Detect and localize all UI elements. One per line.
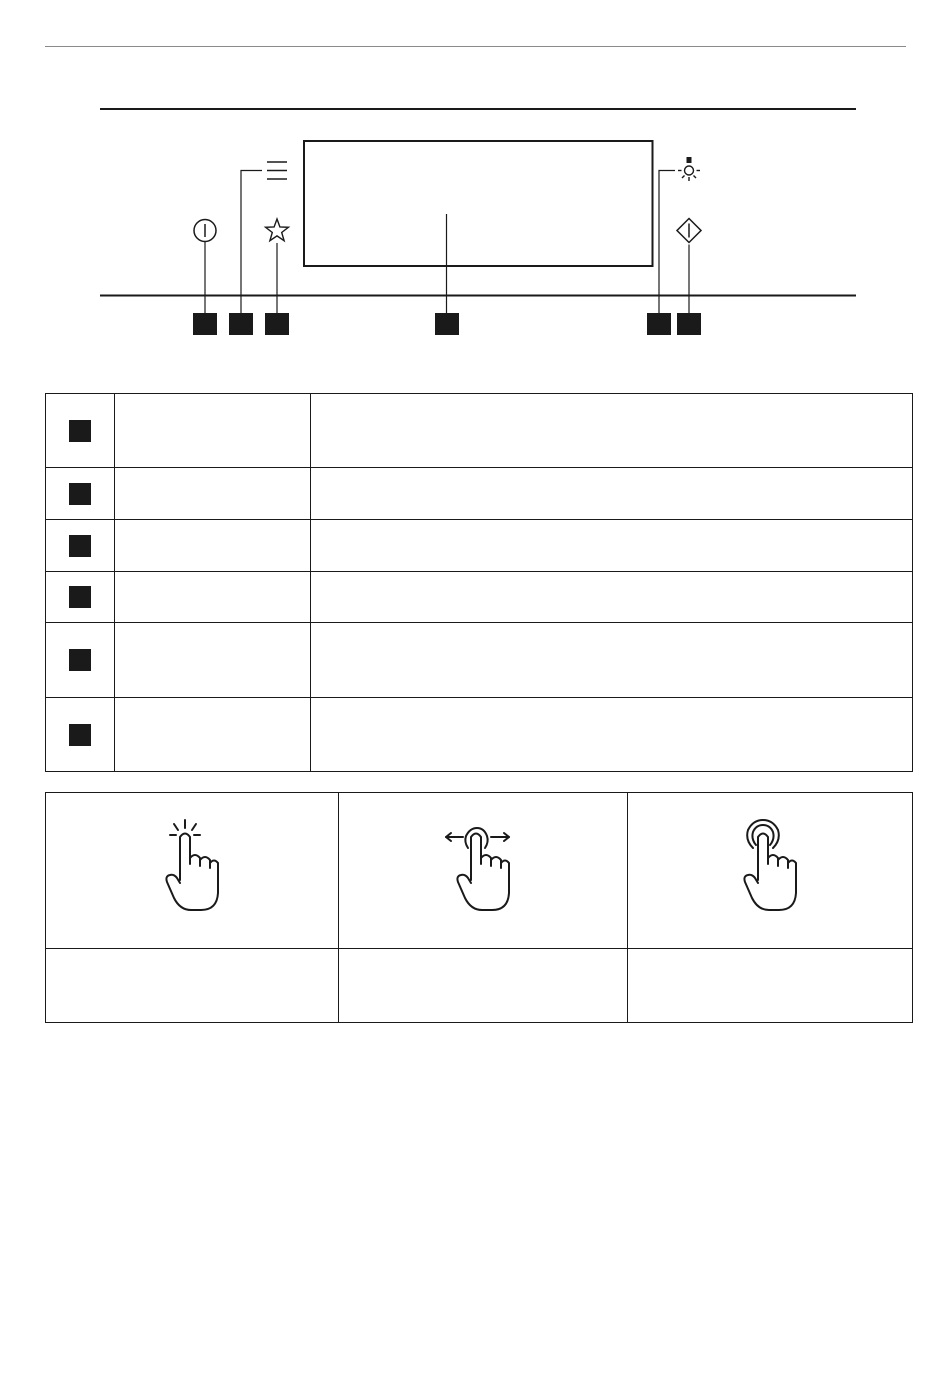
row-number-marker xyxy=(69,535,91,557)
description-cell xyxy=(311,468,913,520)
control-panel-key-table xyxy=(45,393,913,772)
display-screen xyxy=(304,141,653,266)
callout-marker xyxy=(435,313,459,335)
callout-marker xyxy=(677,313,701,335)
gesture-table xyxy=(45,792,913,1023)
description-cell xyxy=(311,520,913,572)
gesture-icon-row xyxy=(46,793,913,949)
function-cell xyxy=(115,623,311,698)
start-stop-icon[interactable] xyxy=(677,219,701,243)
row-number-marker xyxy=(69,483,91,505)
function-cell xyxy=(115,698,311,772)
callout-marker xyxy=(647,313,671,335)
callout-marker xyxy=(193,313,217,335)
swipe-gesture-icon xyxy=(443,818,523,918)
gesture-caption xyxy=(46,949,339,1023)
function-cell xyxy=(115,468,311,520)
row-number-marker xyxy=(69,649,91,671)
row-number-marker xyxy=(69,586,91,608)
gesture-caption xyxy=(628,949,913,1023)
callout-marker xyxy=(265,313,289,335)
description-cell xyxy=(311,572,913,623)
tap-gesture-icon xyxy=(157,818,227,918)
description-cell xyxy=(311,394,913,468)
table-row xyxy=(46,520,913,572)
control-panel-diagram xyxy=(0,0,950,360)
row-number-marker xyxy=(69,420,91,442)
function-cell xyxy=(115,572,311,623)
table-row xyxy=(46,394,913,468)
description-cell xyxy=(311,623,913,698)
on-off-icon[interactable] xyxy=(194,220,216,242)
gesture-caption xyxy=(339,949,628,1023)
press-and-hold-gesture-icon xyxy=(735,818,805,918)
row-number-marker xyxy=(69,724,91,746)
table-row xyxy=(46,572,913,623)
function-cell xyxy=(115,394,311,468)
gesture-caption-row xyxy=(46,949,913,1023)
table-row xyxy=(46,468,913,520)
function-cell xyxy=(115,520,311,572)
table-row xyxy=(46,698,913,772)
description-cell xyxy=(311,698,913,772)
lamp-icon[interactable] xyxy=(678,157,700,181)
callout-marker xyxy=(229,313,253,335)
menu-icon[interactable] xyxy=(267,162,287,179)
table-row xyxy=(46,623,913,698)
favourite-star-icon[interactable] xyxy=(266,219,289,241)
